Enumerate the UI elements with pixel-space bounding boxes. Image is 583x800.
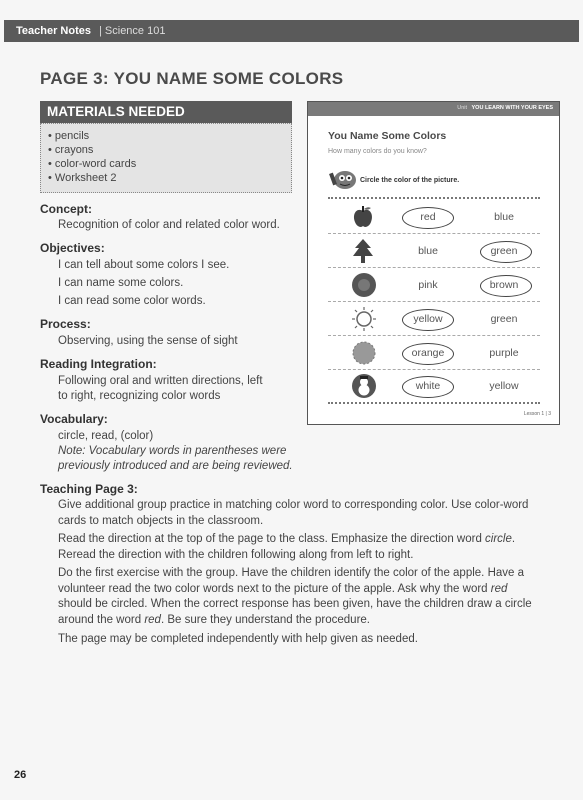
divider xyxy=(328,402,540,404)
tree-icon xyxy=(352,238,374,264)
materials-item: • pencils xyxy=(48,130,90,142)
sun-icon xyxy=(351,306,377,332)
crayon-mascot-icon xyxy=(329,167,359,191)
teaching-paragraph-1: Give additional group practice in matching color word to corresponding color. Use color-word cards to match objects in the classroom. xyxy=(58,499,529,527)
objective-item: I can tell about some colors I see. xyxy=(58,259,230,271)
header-brand: Teacher Notes xyxy=(16,25,91,37)
color-word: yellow xyxy=(489,380,519,392)
page-number: 26 xyxy=(14,769,27,781)
materials-item: • Worksheet 2 xyxy=(48,172,117,184)
objectives-label: Objectives: xyxy=(40,241,105,255)
concept-text: Recognition of color and related color word. xyxy=(58,219,280,231)
divider xyxy=(328,267,540,268)
worksheet-subtitle: How many colors do you know? xyxy=(328,148,427,155)
vocabulary-note: Note: Vocabulary words in parentheses were xyxy=(58,445,287,457)
process-text: Observing, using the sense of sight xyxy=(58,335,238,347)
objective-item: I can name some colors. xyxy=(58,277,184,289)
objective-item: I can read some color words. xyxy=(58,295,206,307)
worksheet-header-strip: Unit YOU LEARN WITH YOUR EYES xyxy=(308,102,559,116)
vocabulary-note: previously introduced and are being reviewed. xyxy=(58,460,293,472)
vocabulary-label: Vocabulary: xyxy=(40,412,108,426)
divider xyxy=(328,233,540,234)
concept-label: Concept: xyxy=(40,202,92,216)
vocabulary-words: circle, read, (color) xyxy=(58,430,154,442)
color-word: yellow xyxy=(413,313,443,325)
divider xyxy=(328,369,540,370)
color-word: blue xyxy=(418,245,438,257)
worksheet-footer: Lesson 1 | 3 xyxy=(523,411,551,417)
color-word: orange xyxy=(411,347,445,359)
color-word: white xyxy=(415,380,441,392)
color-word: purple xyxy=(489,347,519,359)
page-title: PAGE 3: YOU NAME SOME COLORS xyxy=(40,69,344,88)
header-course: | Science 101 xyxy=(99,25,166,37)
materials-list xyxy=(40,123,292,193)
header-bar xyxy=(4,20,579,42)
worksheet-direction: Circle the color of the picture. xyxy=(360,177,460,184)
color-word: green xyxy=(490,245,518,257)
color-word: green xyxy=(490,313,518,325)
reading-line: Following oral and written directions, left xyxy=(58,375,263,387)
ball-icon xyxy=(351,272,377,298)
divider xyxy=(328,197,540,199)
apple-icon xyxy=(352,205,374,229)
reading-line: to right, recognizing color words xyxy=(58,390,221,402)
color-word: pink xyxy=(418,279,438,291)
materials-item: • crayons xyxy=(48,144,94,156)
worksheet-thumbnail xyxy=(307,101,560,425)
divider xyxy=(328,335,540,336)
process-label: Process: xyxy=(40,317,91,331)
orange-icon xyxy=(351,340,377,366)
teaching-paragraph-3: Do the first exercise with the group. Have the children identify the color of the apple. Have a volunteer read the two color words next to the picture of the apple. Ask why the word red should be circled. When the correct response has been given, have the children draw a circle around the word red. Be sure they understand the procedure. xyxy=(58,567,532,626)
teaching-label: Teaching Page 3: xyxy=(40,482,138,496)
teaching-paragraph-4: The page may be completed independently with help given as needed. xyxy=(58,633,418,645)
reading-label: Reading Integration: xyxy=(40,357,157,371)
color-word: red xyxy=(420,211,436,223)
worksheet-title: You Name Some Colors xyxy=(328,130,447,142)
teaching-paragraph-2: Read the direction at the top of the page to the class. Emphasize the direction word circle. Reread the direction with the children following along from left to right. xyxy=(58,533,516,561)
color-word: brown xyxy=(489,279,519,291)
color-word: blue xyxy=(494,211,514,223)
divider xyxy=(328,301,540,302)
materials-item: • color-word cards xyxy=(48,158,137,170)
materials-heading: MATERIALS NEEDED xyxy=(40,101,292,123)
snowman-icon xyxy=(351,373,377,399)
